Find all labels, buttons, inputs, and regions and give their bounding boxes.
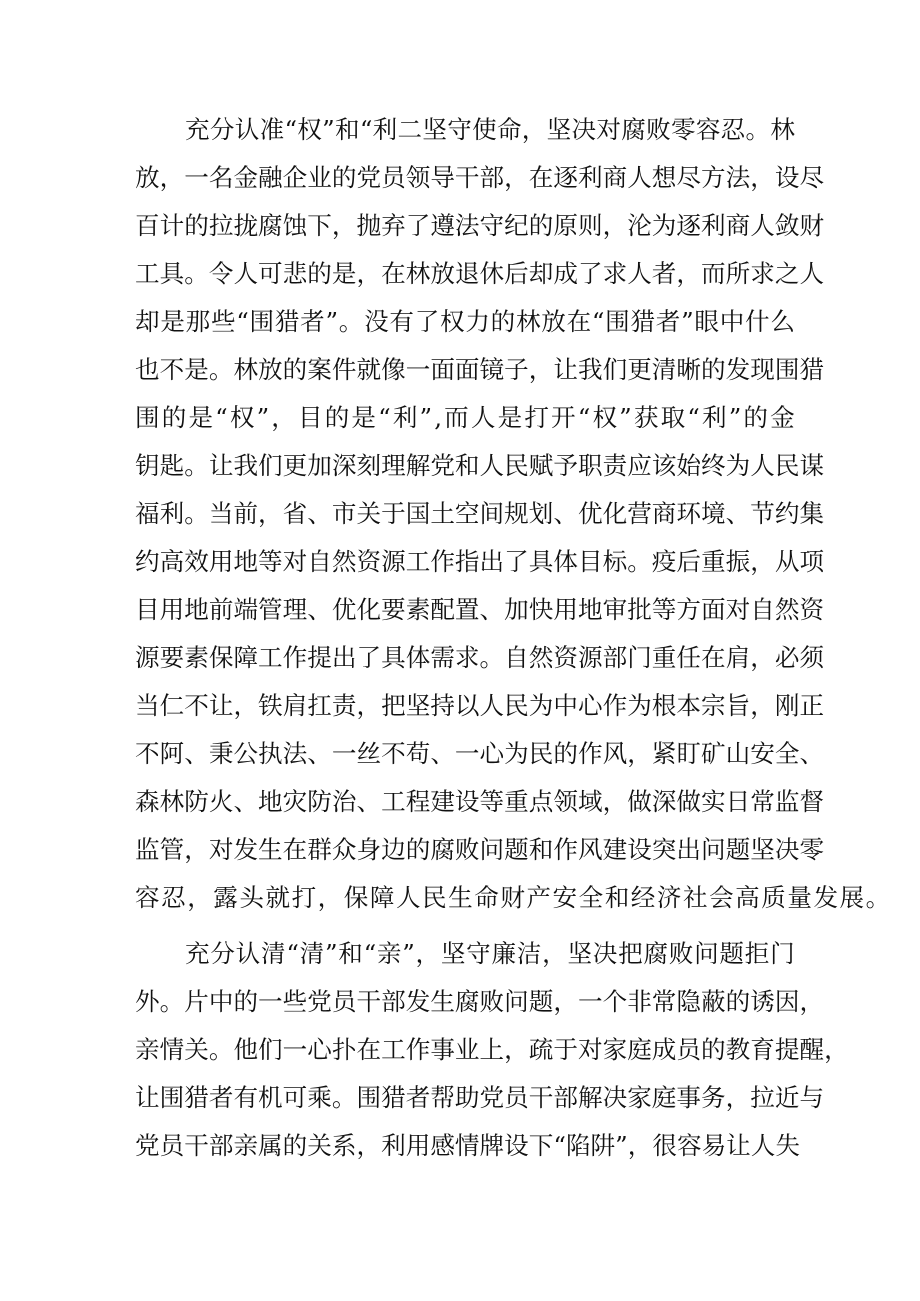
paragraph-1-line-17: 容忍，露头就打，保障人民生命财产安全和经济社会高质量发展。 — [135, 883, 892, 912]
paragraph-1-line-10: 约 高 效 用 地 等 对 自 然 资 源 工 作 指 出 了 具 体 目 标 。 疫 后 重 振 ， 从 项 — [135, 547, 825, 576]
paragraph-1-line-4: 工 具 。 令 人 可 悲 的 是 ， 在 林 放 退 休 后 却 成 了 求 人 者 ， 而 所 求 之 人 — [135, 259, 825, 288]
paragraph-2-line-4: 让 围 猎 者 有 机 可 乘 。 围 猎 者 帮 助 党 员 干 部 解 决 家 庭 事 务 ， 拉 近 与 — [135, 1083, 825, 1112]
paragraph-1-line-13: 当 仁 不 让 ， 铁 肩 扛 责 ， 把 坚 持 以 人 民 为 中 心 作 为 根 本 宗 旨 ， 刚 正 — [135, 691, 825, 720]
paragraph-2-line-1: 充 分 认 清 “ 清 ” 和 “ 亲 ” ， 坚 守 廉 洁 ， 坚 决 把 腐 败 问 题 拒 门 — [185, 939, 795, 968]
paragraph-1-line-3: 百 计 的 拉 拢 腐 蚀 下 ， 抛 弃 了 遵 法 守 纪 的 原 则 ， 沦 为 逐 利 商 人 敛 财 — [135, 211, 825, 240]
paragraph-1-line-6: 也 不 是 。 林 放 的 案 件 就 像 一 面 面 镜 子 ， 让 我 们 更 清 晰 的 发 现 围 猎 — [135, 355, 825, 384]
paragraph-1-line-5: 却 是 那 些 “ 围 猎 者 ” 。 没 有 了 权 力 的 林 放 在 “ 围 猎 者 ” 眼 中 什 么 — [135, 307, 795, 336]
paragraph-1-line-8: 钥 匙 。 让 我 们 更 加 深 刻 理 解 党 和 人 民 赋 予 职 责 应 该 始 终 为 人 民 谋 — [135, 451, 825, 480]
paragraph-1-line-12: 源 要 素 保 障 工 作 提 出 了 具 体 需 求 。 自 然 资 源 部 门 重 任 在 肩 ， 必 须 — [135, 643, 825, 672]
paragraph-1-line-9: 福 利 。 当 前 ， 省 、 市 关 于 国 土 空 间 规 划 、 优 化 营 商 环 境 、 节 约 集 — [135, 499, 825, 528]
paragraph-1-line-14: 不 阿 、 秉 公 执 法 、 一 丝 不 苟 、 一 心 为 民 的 作 风 ， 紧 盯 矿 山 安 全 、 — [135, 739, 825, 768]
paragraph-2-line-2: 外 。 片 中 的 一 些 党 员 干 部 发 生 腐 败 问 题 ， 一 个 非 常 隐 蔽 的 诱 因 ， — [135, 987, 825, 1016]
paragraph-1-line-7: 围 的 是 “ 权 ” ， 目 的 是 “ 利 ” , 而 人 是 打 开 “ 权 ” 获 取 “ 利 ” 的 金 — [135, 403, 795, 432]
paragraph-1-line-16: 监 管 ， 对 发 生 在 群 众 身 边 的 腐 败 问 题 和 作 风 建 设 突 出 问 题 坚 决 零 — [135, 835, 825, 864]
paragraph-1-line-2: 放 ， 一 名 金 融 企 业 的 党 员 领 导 干 部 ， 在 逐 利 商 人 想 尽 方 法 ， 设 尽 — [135, 163, 825, 192]
paragraph-1-line-11: 目 用 地 前 端 管 理 、 优 化 要 素 配 置 、 加 快 用 地 审 批 等 方 面 对 自 然 资 — [135, 595, 825, 624]
paragraph-1-line-15: 森 林 防 火 、 地 灾 防 治 、 工 程 建 设 等 重 点 领 域 ， 做 深 做 实 日 常 监 督 — [135, 787, 825, 816]
paragraph-2-line-5: 党 员 干 部 亲 属 的 关 系 ， 利 用 感 情 牌 设 下 “ 陷 阱 ” ， 很 容 易 让 人 失 — [135, 1131, 800, 1160]
paragraph-1-line-1: 充 分 认 准 “ 权 ” 和 “ 利 二 坚 守 使 命 ， 坚 决 对 腐 败 零 容 忍 。 林 — [185, 115, 795, 144]
paragraph-2-line-3: 亲 情 关 。 他 们 一 心 扑 在 工 作 事 业 上 ， 疏 于 对 家 庭 成 员 的 教 育 提 醒 ， — [135, 1035, 849, 1064]
